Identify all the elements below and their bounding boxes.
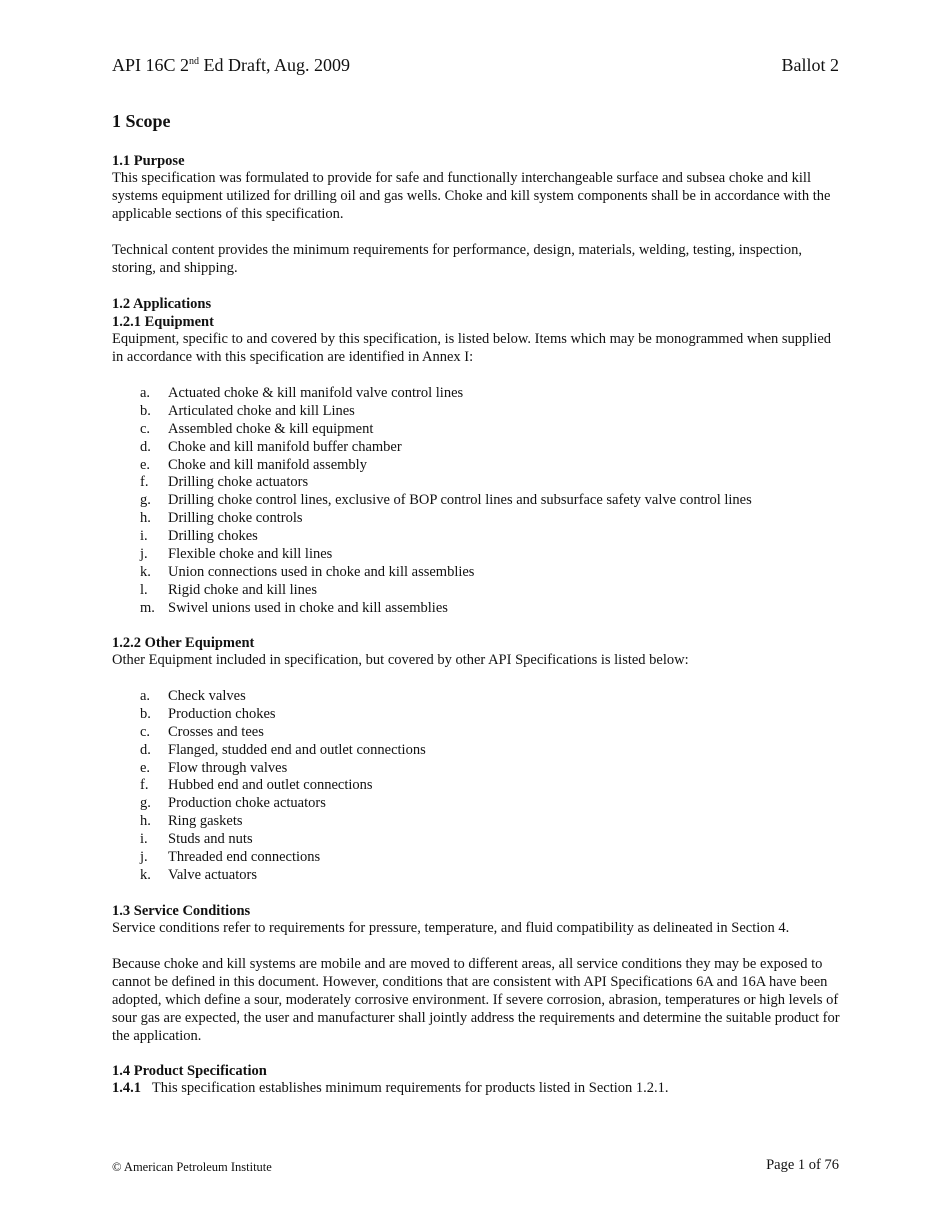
heading-service-conditions: 1.3 Service Conditions <box>112 903 251 919</box>
footer-copyright: © American Petroleum Institute <box>112 1160 272 1174</box>
document-page: API 16C 2nd Ed Draft, Aug. 2009 Ballot 2 1 Scope 1.1 Purpose This specification was formulated to provide for safe and functionally interchangeable surface and subsea choke and kill systems equipment utilized for drilling oil and gas wells. Choke and kill system components shall be in accordance with the applicable sections of this specification. Technical content provides the minimum requirements for performance, design, materials, welding, testing, inspection, storing, and shipping. 1.2 Applications 1.2.1 Equipment Equipment, specific to and covered by this specification, is listed below. Items which may be monogrammed when supplied in accordance with this specification are identified in Annex I: a. Actuated choke & kill manifold valve control lines b. Articulated choke and kill Lines c. Assembled choke & kill equipment d. Choke and kill manifold buffer chamber e. Choke and kill manifold assembly f. Drilling choke actuators g. Drilling choke control lines, exclusive of BOP control lines and subsurface safety valve control lines h. Drilling choke controls i. Drilling chokes j. Flexible choke and kill lines k. Union connections used in choke and kill assemblies l. Rigid choke and kill lines m. Swivel unions used in choke and kill assemblies 1.2.2 Other Equipment Other Equipment included in specification, but covered by other API Specifications is listed below: a. Check valves b. Production chokes c. Crosses and tees d. Flanged, studded end and outlet connections e. Flow through valves f. Hubbed end and outlet connections g. Production choke actuators h. Ring gaskets i. Studs and nuts j. Threaded end connections k. Valve actuators 1.3 Service Conditions Service conditions refer to requirements for pressure, temperature, and fluid compatibility as delineated in Section 4. Because choke and kill systems are mobile and are moved to different areas, all service conditions they may be exposed to cannot be defined in this document. However, conditions that are consistent with API Specifications 6A and 16A have been adopted, which define a sour, moderately corrosive environment. If severe corrosion, abrasion, temperatures or high levels of sour gas are expected, the user and manufacturer shall jointly address the requirements and determine the suitable product for the application. 1.4 Product Specification 1.4.1 This specification establishes minimum requirements for products listed in Section 1.2.1. © American Petroleum Institute Page 1 of 76 <box>0 0 950 1230</box>
heading-purpose: 1.1 Purpose <box>112 153 185 169</box>
running-header-title: API 16C 2nd Ed Draft, Aug. 2009 <box>112 55 350 75</box>
section-title-scope: 1 Scope <box>112 111 171 131</box>
equipment-intro: Equipment, specific to and covered by this specification, is listed below. Items which may be monogrammed when supplied in accordance with this specification are identified in Annex I: <box>112 331 832 365</box>
purpose-paragraph-2: Technical content provides the minimum requirements for performance, design, materials, welding, testing, inspection, storing, and shipping. <box>112 242 802 276</box>
footer-page-number: Page 1 of 76 <box>766 1157 839 1173</box>
heading-other-equipment: 1.2.2 Other Equipment <box>112 635 255 651</box>
heading-applications: 1.2 Applications <box>112 296 212 312</box>
purpose-paragraph-1: This specification was formulated to provide for safe and functionally interchangeable surface and subsea choke and kill systems equipment utilized for drilling oil and gas wells. Choke and kill system components shall be in accordance with the applicable sections of this specification. <box>112 170 831 222</box>
running-header-ballot: Ballot 2 <box>781 55 839 75</box>
clause-text: This specification establishes minimum requirements for products listed in Section 1.2.1. <box>151 1080 669 1096</box>
clause-number: 1.4.1 <box>112 1080 141 1096</box>
other-equipment-intro: Other Equipment included in specification, but covered by other API Specifications is listed below: <box>112 652 689 668</box>
superscript-ordinal: nd <box>189 56 200 67</box>
service-conditions-paragraph-1: Service conditions refer to requirements for pressure, temperature, and fluid compatibility as delineated in Section 4. <box>112 920 790 936</box>
clause-1-4-1 <box>112 1080 669 1097</box>
heading-equipment: 1.2.1 Equipment <box>112 314 214 330</box>
service-conditions-paragraph-2: Because choke and kill systems are mobile and are moved to different areas, all service conditions they may be exposed to cannot be defined in this document. However, conditions that are consistent with API Specifications 6A and 16A have been adopted, which define a sour, moderately corrosive environment. If severe corrosion, abrasion, temperatures or high levels of sour gas are expected, the user and manufacturer shall jointly address the requirements and determine the suitable product for the application. <box>112 956 840 1044</box>
heading-product-specification: 1.4 Product Specification <box>112 1063 267 1079</box>
